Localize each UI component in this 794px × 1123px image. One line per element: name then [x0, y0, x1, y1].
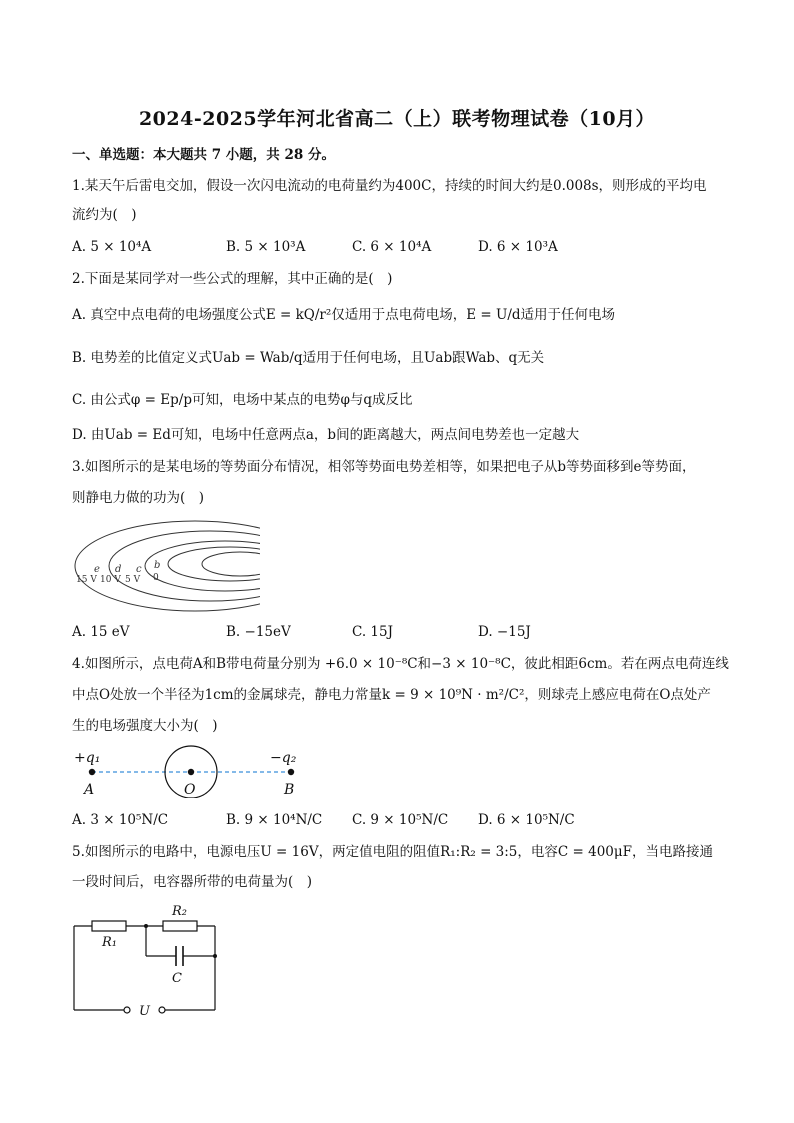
q3-option-d: D. −15J	[478, 624, 531, 640]
q1-option-d: D. 6 × 10³A	[478, 239, 558, 255]
equipotential-figure	[70, 514, 260, 614]
q3-option-c: C. 15J	[352, 624, 394, 640]
q4-stem-line3: 生的电场强度大小为( )	[72, 718, 218, 734]
label-r1: R₁	[102, 935, 117, 950]
terminal-right	[159, 1007, 165, 1013]
center-o-dot	[188, 769, 194, 775]
q2-option-c: C. 由公式φ = Ep/p可知，电场中某点的电势φ与q成反比	[72, 392, 413, 408]
q3-stem-line1: 3.如图所示的是某电场的等势面分布情况，相邻等势面电势差相等，如果把电子从b等势面移到e等势面，	[72, 459, 696, 475]
label-e: e	[94, 564, 100, 575]
charge-a-dot	[89, 769, 95, 775]
terminal-left	[124, 1007, 130, 1013]
q5-stem-line1: 5.如图所示的电路中，电源电压U = 16V，两定值电阻的阻值R₁:R₂ = 3:5，电容C = 400μF，当电路接通	[72, 844, 714, 860]
potential-15v: 15 V	[76, 575, 97, 585]
potential-10v: 10 V	[100, 575, 121, 585]
label-c: C	[172, 971, 182, 986]
q1-option-a: A. 5 × 10⁴A	[72, 239, 152, 255]
node-right	[213, 954, 217, 958]
q4-option-a: A. 3 × 10⁵N/C	[72, 812, 169, 828]
q1-stem-line2: 流约为( )	[72, 207, 137, 223]
q3-option-a: A. 15 eV	[72, 624, 130, 640]
label-b: b	[154, 560, 161, 571]
circuit-figure	[68, 898, 228, 1023]
q4-option-d: D. 6 × 10⁵N/C	[478, 812, 575, 828]
point-b-label: B	[284, 782, 295, 798]
q4-stem-line2: 中点O处放一个半径为1cm的金属球壳，静电力常量k = 9 × 10⁹N · m²/C²，则球壳上感应电荷在O点处产	[72, 687, 711, 703]
q1-stem-line1: 1.某天午后雷电交加，假设一次闪电流动的电荷量约为400C，持续的时间大约是0.008s，则形成的平均电	[72, 178, 707, 194]
potential-0: 0	[153, 573, 159, 583]
q4-option-c: C. 9 × 10⁵N/C	[352, 812, 449, 828]
q1-option-b: B. 5 × 10³A	[226, 239, 306, 255]
q4-stem-line1: 4.如图所示，点电荷A和B带电荷量分别为 +6.0 × 10⁻⁸C和−3 × 10⁻⁸C，彼此相距6cm。若在两点电荷连线	[72, 656, 729, 672]
section-heading: 一、单选题：本大题共 7 小题，共 28 分。	[72, 147, 335, 163]
q2-option-d: D. 由Uab = Ed可知，电场中任意两点a，b间的距离越大，两点间电势差也一定越大	[72, 427, 580, 443]
label-r2: R₂	[172, 904, 187, 919]
charge-a-label: +q₁	[74, 750, 101, 766]
q5-stem-line2: 一段时间后，电容器所带的电荷量为( )	[72, 874, 313, 890]
page-title: 2024-2025学年河北省高二（上）联考物理试卷（10月）	[138, 108, 656, 130]
label-c: c	[136, 564, 142, 575]
q2-stem: 2.下面是某同学对一些公式的理解，其中正确的是( )	[72, 271, 393, 287]
point-a-label: A	[84, 782, 95, 798]
charge-b-dot	[288, 769, 294, 775]
potential-5v: 5 V	[125, 575, 141, 585]
q2-option-a: A. 真空中点电荷的电场强度公式E = kQ/r²仅适用于点电荷电场，E = U/d适用于任何电场	[72, 307, 616, 323]
q2-option-b: B. 电势差的比值定义式Uab = Wab/q适用于任何电场，且Uab跟Wab、q无关	[72, 350, 545, 366]
label-u: U	[139, 1004, 150, 1019]
equipotential-inner	[202, 552, 260, 576]
q1-option-c: C. 6 × 10⁴A	[352, 239, 432, 255]
point-o-label: O	[184, 782, 196, 798]
q3-option-b: B. −15eV	[226, 624, 291, 640]
resistor-r2	[163, 921, 197, 931]
q4-option-b: B. 9 × 10⁴N/C	[226, 812, 323, 828]
q3-stem-line2: 则静电力做的功为( )	[72, 490, 205, 506]
resistor-r1	[92, 921, 126, 931]
point-charges-figure	[70, 742, 310, 798]
charge-b-label: −q₂	[270, 750, 297, 766]
label-d: d	[115, 564, 122, 575]
